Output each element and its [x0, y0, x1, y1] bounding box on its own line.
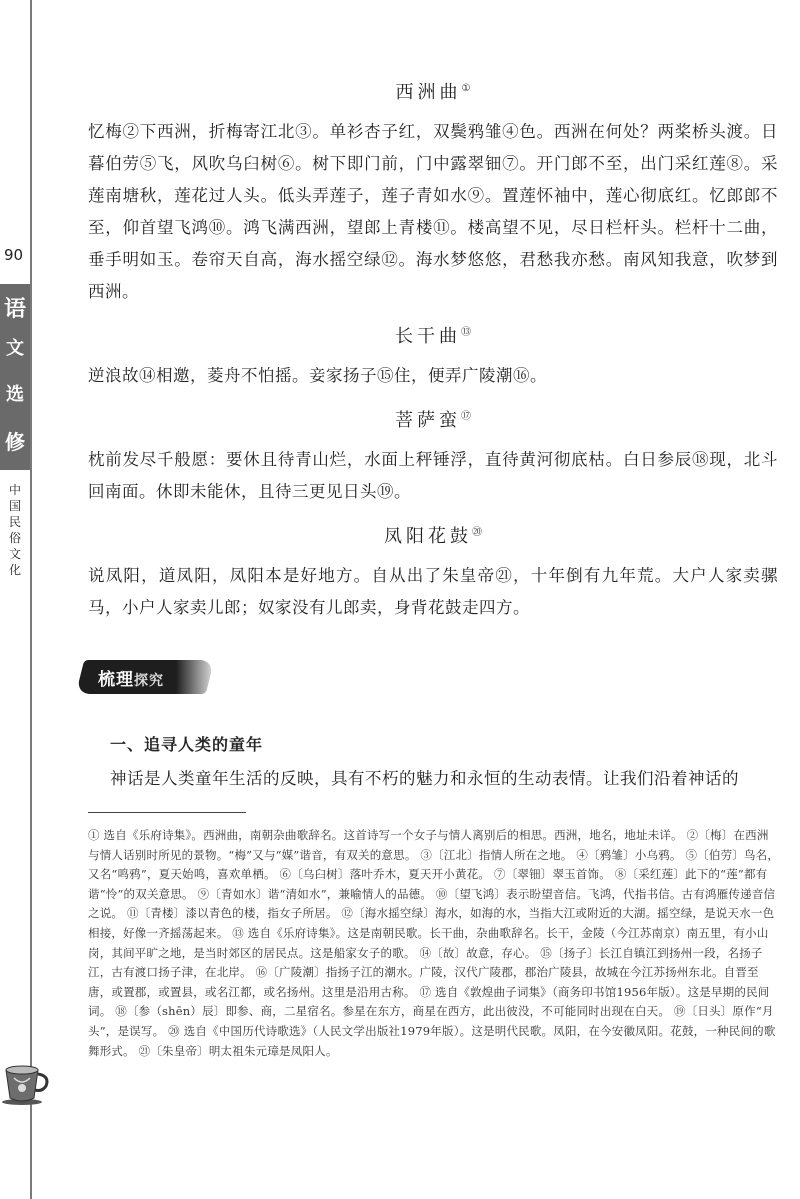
poem-text: 说凤阳，道凤阳，凤阳本是好地方。自从出了朱皇帝㉑，十年倒有九年荒。大户人家卖骡马，小户人家卖儿郎；奴家没有儿郎卖，身背花鼓走四方。	[88, 566, 778, 617]
section-badge	[80, 660, 220, 696]
book-series-vertical: 中国民俗文化	[8, 483, 21, 577]
poem-title: 西洲曲①	[395, 82, 471, 103]
footnote-rule	[88, 812, 246, 813]
poem-text: 逆浪故⑭相邀，菱舟不怕摇。妾家扬子⑮住，便弄广陵潮⑯。	[88, 366, 547, 385]
poem-title: 菩萨蛮⑰	[395, 410, 471, 431]
side-band-char: 语	[3, 296, 26, 322]
intro-paragraph: 神话是人类童年生活的反映，具有不朽的魅力和永恒的生动表情。让我们沿着神话的	[110, 769, 739, 788]
poem-title: 长干曲⑬	[395, 326, 471, 347]
badge-sub: 探究	[134, 673, 164, 689]
side-band	[0, 284, 30, 470]
teacup-icon	[0, 1056, 52, 1106]
page-number: 90	[4, 246, 24, 264]
poem-title: 凤阳花鼓⑳	[384, 526, 482, 547]
badge-main: 梳理	[98, 670, 134, 690]
poems-section	[88, 78, 778, 624]
poem-text: 枕前发尽千般愿：要休且待青山烂，水面上秤锤浮，直待黄河彻底枯。白日参辰⑱现，北斗回南面。休即未能休，且待三更见日头⑲。	[88, 450, 778, 501]
section-subheading: 一、追寻人类的童年	[110, 735, 264, 754]
gutter-line	[30, 0, 32, 1199]
side-band-char: 文	[6, 338, 24, 359]
footnotes: ① 选自《乐府诗集》。西洲曲，南朝杂曲歌辞名。这首诗写一个女子与情人离别后的相思。西洲，地名，地址未详。 ②〔梅〕在西洲与情人话别时所见的景物。“梅”又与“媒”谐音，有双关的意思。 ③〔江北〕指情人所在之地。 ④〔鸦雏〕小乌鸦。 ⑤〔伯劳〕鸟名，又名“鸣鸦”，夏天始鸣，喜欢单栖。 ⑥〔乌臼树〕落叶乔木，夏天开小黄花。 ⑦〔翠钿〕翠玉首饰。 ⑧〔采红莲〕此下的“莲”都有谐“怜”的双关意思。 ⑨〔青如水〕谐“清如水”，兼喻情人的品德。 ⑩〔望飞鸿〕表示盼望音信。飞鸿，代指书信。古有鸿雁传递音信之说。 ⑪〔青楼〕漆以青色的楼，指女子所居。 ⑫〔海水摇空绿〕海水，如海的水，当指大江或附近的大湖。摇空绿，是说天水一色相接，好像一齐摇荡起来。 ⑬ 选自《乐府诗集》。这是南朝民歌。长干曲，杂曲歌辞名。长干，金陵（今江苏南京）南五里，有小山岗，其间平旷之地，是当时郊区的居民点。这是船家女子的歌。 ⑭〔故〕故意，存心。 ⑮〔扬子〕长江自镇江到扬州一段，名扬子江，古有渡口扬子津，在北岸。 ⑯〔广陵潮〕指扬子江的潮水。广陵，汉代广陵郡，郡治广陵县，故城在今江苏扬州东北。自晋至唐，或置郡，或置县，或名江都，或名扬州。这里是沿用古称。 ⑰ 选自《敦煌曲子词集》（商务印书馆1956年版）。这是早期的民间词。 ⑱〔参（shēn）辰〕即参、商，二星宿名。参星在东方，商星在西方，此出彼没，不可能同时出现在白天。 ⑲〔日头〕原作“月头”，是误写。 ⑳ 选自《中国历代诗歌选》（人民文学出版社1979年版）。这是明代民歌。凤阳，在今安徽凤阳。花鼓，一种民间的歌舞形式。 ㉑〔朱皇帝〕明太祖朱元璋是凤阳人。	[88, 828, 780, 1058]
poem-text: 忆梅②下西洲，折梅寄江北③。单衫杏子红，双鬓鸦雏④色。西洲在何处？两桨桥头渡。日暮伯劳⑤飞，风吹乌臼树⑥。树下即门前，门中露翠钿⑦。开门郎不至，出门采红莲⑧。采莲南塘秋，莲花过人头。低头弄莲子，莲子青如水⑨。置莲怀袖中，莲心彻底红。忆郎郎不至，仰首望飞鸿⑩。鸿飞满西洲，望郎上青楼⑪。楼高望不见，尽日栏杆头。栏杆十二曲，垂手明如玉。卷帘天自高，海水摇空绿⑫。海水梦悠悠，君愁我亦愁。南风知我意，吹梦到西洲。	[88, 122, 778, 301]
side-band-char: 修	[5, 430, 25, 454]
side-band-char: 选	[6, 384, 24, 405]
